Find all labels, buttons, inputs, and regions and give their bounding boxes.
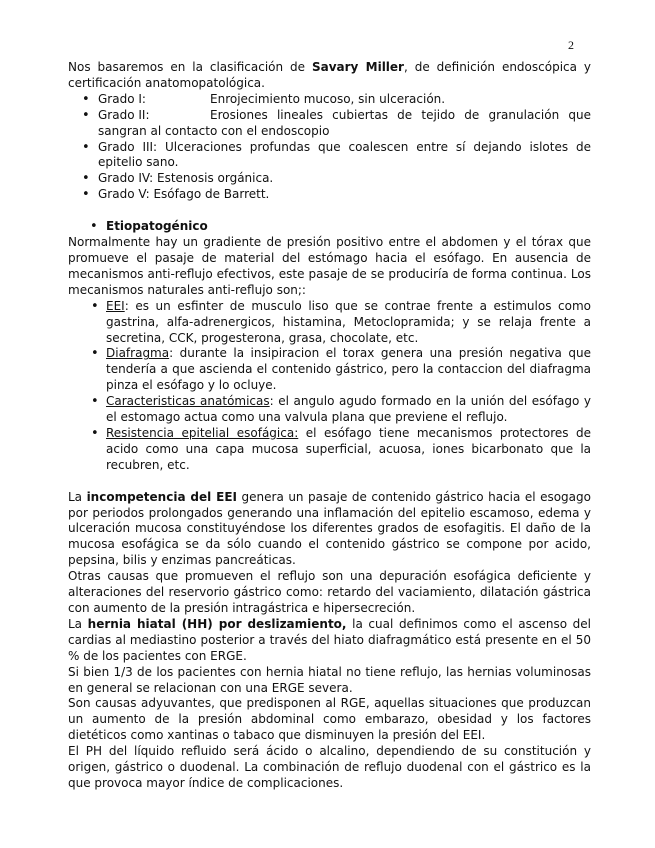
mechanism-item: • Caracteristicas anatómicas: el angulo agudo formado en la unión del esófago y el estomago actua como una valvula plana que previene el reflujo. [68, 394, 591, 426]
intro-paragraph: Nos basaremos en la clasificación de Savary Miller, de definición endoscópica y certificación anatomopatológica. [68, 60, 592, 90]
grade-item: • Grado V: Esófago de Barrett. [68, 187, 591, 203]
anti-reflux-mechanism-list [68, 299, 591, 474]
grade-item: • Grado I: Enrojecimiento mucoso, sin ulceración. [68, 92, 591, 108]
etio-intro-paragraph: Normalmente hay un gradiente de presión positivo entre el abdomen y el tórax que promueve el pasaje de material del estómago hacia el esófago. En ausencia de mecanismos anti-reflujo efectivos, este pasaje de se produciría de forma continua. Los mecanismos naturales anti-reflujo son;: [68, 235, 591, 297]
grade-item: • Grado II: Erosiones lineales cubiertas de tejido de granulación que sangran al contacto con el endoscopio [68, 108, 591, 140]
hernia-reflux-paragraph: Si bien 1/3 de los pacientes con hernia hiatal no tiene reflujo, las hernias voluminosas en general se relacionan con una ERGE severa. [68, 664, 591, 695]
mechanism-item: • EEI: es un esfinter de musculo liso que se contrae frente a estimulos como gastrina, alfa-adrenergicos, histamina, Metoclopramida; y se relaja frente a secretina, CCK, progesterona, grasa, chocolate, etc. [68, 299, 591, 347]
etio-section [68, 219, 591, 235]
grade-item: • Grado III: Ulceraciones profundas que coalescen entre sí dejando islotes de epitelio sano. [68, 140, 591, 172]
mechanism-item: • Diafragma: durante la insipiracion el torax genera una presión negativa que tendería a que ascienda el contenido gástrico, pero la contaccion del diafragma pinza el esófago y lo ocluye. [68, 346, 591, 394]
ph-paragraph: El PH del líquido refluido será ácido o alcalino, dependiendo de su constitución y origen, gástrico o duodenal. La combinación de reflujo duodenal con el gástrico es la que provoca mayor índice de complicaciones. [68, 744, 591, 790]
document-body [68, 60, 591, 792]
eei-incompetence-paragraph: La incompetencia del EEI genera un pasaje de contenido gástrico hacia el esogago por periodos prolongados generando una inflamación del epitelio escamoso, edema y ulceración mucosa constituyéndose los diferentes grados de esofagitis. El daño de la mucosa esofágica se da sólo cuando el contenido gástrico se compone por acido, pepsina, bilis y enzimas pancreáticas. [68, 489, 591, 568]
page-number: 2 [568, 38, 574, 52]
grade-item: • Grado IV: Estenosis orgánica. [68, 171, 591, 187]
hiatal-hernia-paragraph: La hernia hiatal (HH) por deslizamiento, la cual definimos como el ascenso del cardias al mediastino posterior a través del hiato diafragmático está presente en el 50 % de los pacientes con ERGE. [68, 616, 592, 663]
mechanism-item: • Resistencia epitelial esofágica: el esófago tiene mecanismos protectores de acido como una capa mucosa superficial, acuosa, iones bicarbonato que la recubren, etc. [68, 426, 591, 474]
section-heading-etiopatogenico: • Etiopatogénico [68, 219, 591, 235]
other-causes-paragraph: Otras causas que promueven el reflujo son una depuración esofágica deficiente y alteraciones del reservorio gástrico como: retardo del vaciamiento, dilatación gástrica con aumento de la presión intragástrica e hipersecreción. [68, 569, 591, 615]
adjuvant-causes-paragraph: Son causas adyuvantes, que predisponen al RGE, aquellas situaciones que produzcan un aumento de la presión abdominal como embarazo, obesidad y los factores dietéticos como xantinas o tabaco que disminuyen la presión del EEI. [68, 696, 591, 743]
savary-miller-grade-list [68, 92, 591, 203]
